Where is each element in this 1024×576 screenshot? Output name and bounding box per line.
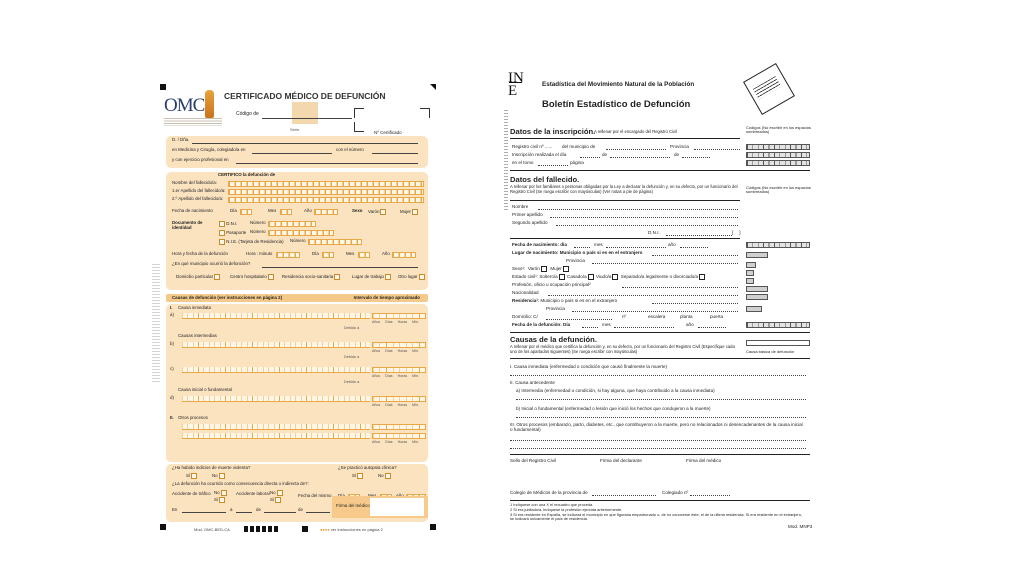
ine-form-title: Boletín Estadístico de Defunción (542, 99, 691, 110)
birth-provincia-field[interactable] (592, 263, 738, 264)
causes-panel (166, 304, 428, 462)
causes-header-bar (166, 294, 428, 302)
apellido2-label: 2.º Apellido del fallecido/a: (172, 196, 224, 201)
def-mes-label: Mes (346, 251, 355, 256)
realizada-de-label: de (602, 152, 608, 157)
certificate-bracket (420, 108, 430, 118)
birth-ano-label: año (668, 242, 676, 247)
otros-interval-2[interactable] (372, 433, 426, 439)
serie-label: Serie (290, 127, 300, 132)
birth-month-field[interactable] (280, 209, 292, 215)
lugar-nac-field[interactable] (652, 255, 738, 256)
ine-mod-label: Mod. MNP3 (788, 524, 813, 529)
realizada-de2-label: de (674, 152, 680, 157)
dni-number-field[interactable] (268, 221, 316, 227)
apellido2-label: Segundo apellido (512, 220, 548, 225)
nie-numero-label: Número (290, 238, 306, 243)
inscripcion-codes-3 (746, 160, 810, 166)
domicilio-label: Domicilio: C/ (512, 314, 538, 319)
causa-iii-field-2[interactable] (510, 448, 806, 449)
lugar-nac-label: Lugar de nacimiento: Municipio o país si es en el extranjero (512, 250, 643, 255)
nombre-field[interactable] (228, 181, 424, 187)
section-rule (510, 138, 740, 139)
residencia-label: Residencia³: Municipio o país si es en el extranjero (512, 298, 618, 303)
omc-logo-subtitle (164, 118, 222, 126)
puerta-label: puerta (710, 314, 724, 319)
firma-medico-label: Firma del médico (686, 458, 722, 463)
barcode-blocks (244, 526, 278, 532)
profesion-field[interactable] (622, 287, 738, 288)
interval-units: Años Días Horas Min. (372, 440, 419, 444)
def-month-field[interactable] (358, 252, 370, 258)
autopsia-no-option[interactable]: No (378, 473, 391, 479)
pagina-label: página (570, 160, 584, 165)
apellido1-label: Primer apellido (512, 212, 543, 217)
section-rule (510, 170, 810, 171)
doctor-name-label: D. / Dña. (172, 137, 190, 142)
firma-ano-field[interactable] (306, 512, 330, 513)
ejercicio-field[interactable] (236, 163, 418, 164)
def-dia-label: Día (312, 251, 319, 256)
inscripcion-codes-2 (746, 152, 810, 158)
section-rule (510, 500, 810, 501)
causa-c-interval[interactable] (372, 367, 426, 373)
lugar-firma-field[interactable] (182, 512, 226, 513)
firma-dia-field[interactable] (236, 512, 252, 513)
omc-mod-label: Mod. OMC-BED-CA (194, 527, 230, 532)
birth-month-field[interactable] (606, 247, 666, 248)
fecha-nac-label: Fecha de nacimiento (172, 208, 213, 213)
municipio-field[interactable] (262, 267, 418, 268)
ejercicio-label: y con ejercicio profesional en (172, 157, 229, 162)
ine-title: Estadística del Movimiento Natural de la Población (542, 81, 695, 88)
otros-procesos-field-1[interactable] (182, 424, 370, 430)
interval-label: Intervalo de tiempo aproximado (353, 294, 420, 300)
firma-declarante-label: Firma del declarante (600, 458, 642, 463)
ine-side-legend (504, 110, 508, 210)
def-ano-label: Año (382, 251, 390, 256)
causa-i-field[interactable] (510, 375, 806, 376)
birth-mes-label: mes (594, 242, 603, 247)
death-year-field[interactable] (698, 327, 726, 328)
omc-title: CERTIFICADO MÉDICO DE DEFUNCIÓN (224, 91, 386, 101)
ine-bulletin (502, 66, 818, 540)
interval-units: Años Días Horas Min. (372, 374, 419, 378)
dni-numero-label: Número (250, 220, 266, 225)
omc-header (162, 88, 432, 134)
hora-field[interactable] (276, 252, 300, 258)
causas-intermedias-label: Causas intermedias (178, 333, 217, 338)
otros-procesos-field-2[interactable] (182, 433, 370, 439)
nacionalidad-field[interactable] (548, 295, 738, 296)
causa-d-interval[interactable] (372, 396, 426, 402)
code-profesion (746, 286, 768, 292)
codigos-note: Códigos (No escribir en los espacios sombreados) (746, 185, 811, 195)
fecha-def-label: Fecha de la defunción: Día (512, 322, 571, 327)
omc-footer (162, 526, 432, 536)
causes-title: Causas de defunción (ver instrucciones en página 2) (172, 294, 283, 300)
doctor-name-field[interactable] (192, 143, 418, 144)
trafico-options[interactable]: No Sí (214, 490, 227, 504)
certifico-label: CERTIFICO la defunción de (218, 172, 276, 177)
section-I-label: I. (170, 305, 173, 310)
sexo-varon-option[interactable]: Varón (368, 209, 386, 215)
nombre-field[interactable] (538, 209, 738, 210)
violenta-no-option[interactable]: No (212, 473, 225, 479)
official-stamp (743, 63, 795, 115)
section-rule (510, 200, 740, 201)
code-lugar-nac (746, 252, 768, 258)
dni-field[interactable] (666, 235, 732, 236)
causa-b-label: b) Inicial o fundamental (enfermedad o lesión que inició los hechos que condujeron a la muerte) (516, 406, 711, 411)
lugar-otro-option[interactable]: Otro lugar (398, 274, 425, 280)
causa-iii-label: III. Otros procesos (embarazo, parto, diabetes, etc., que contribuyeron a la muerte, pero no relacionados ni desencadenantes de la causa inicial o fundamental) (510, 422, 803, 433)
pasaporte-number-field[interactable] (268, 230, 334, 236)
municipio-field[interactable] (606, 149, 666, 150)
cause-a-letter: a) (170, 312, 174, 317)
codigo-field[interactable] (262, 118, 352, 119)
fallecido-codes-fecha (746, 242, 810, 248)
nombre-label: Nombre del fallecido/a: (172, 180, 217, 185)
def-day-field[interactable] (322, 252, 334, 258)
profesion-label: Profesión, oficio u ocupación principal² (512, 282, 591, 287)
interval-units: Años Días Horas Min. (372, 320, 419, 324)
section-rule (510, 358, 810, 359)
note-1: 1 Indíquese con una X el recuadro que proceda. (510, 502, 594, 507)
inscripcion-subtitle: A rellenar por el encargado del Registro Civil (594, 129, 677, 134)
nie-option[interactable]: N.I.E. (Tarjeta de Residencia) (218, 239, 284, 245)
provincia-field[interactable] (694, 149, 740, 150)
hora-fecha-label: Hora y fecha de la defunción (172, 251, 228, 256)
apellido2-field[interactable] (556, 225, 738, 226)
realizada-ano-field[interactable] (682, 157, 710, 158)
n-certificado-label: Nº Certificado (374, 130, 402, 135)
omc-side-legend (152, 264, 160, 384)
debido-a-label: Debido a (344, 326, 360, 330)
causa-ii-label: II. Causa antecedente (510, 380, 555, 385)
colegiado-label: en Medicina y Cirugía, colegiado/a en (172, 147, 246, 152)
causa-intermedia-c-field[interactable] (182, 367, 370, 373)
birth-year-field[interactable] (680, 247, 708, 248)
nacionalidad-label: Nacionalidad (512, 290, 539, 295)
de-label: de (256, 507, 261, 512)
lugar-centro-option[interactable]: Centro hospitalario (230, 274, 274, 280)
codigo-label: Código de (236, 111, 259, 117)
violenta-si-option[interactable]: Sí (186, 473, 197, 479)
serie-code-box (292, 102, 318, 124)
municipio-label: ¿En qué municipio ocurrió la defunción? (172, 261, 251, 266)
provincia-label: Provincia (670, 144, 689, 149)
apellido1-label: 1.er Apellido del fallecido/a: (172, 188, 226, 193)
cause-d-letter: d) (170, 395, 174, 400)
laboral-options[interactable]: No Sí (270, 490, 283, 504)
birth-day-field[interactable] (574, 247, 590, 248)
section-rule (510, 454, 810, 455)
ine-logo: IN E (508, 70, 524, 99)
deceased-panel (166, 172, 428, 290)
birth-day-field[interactable] (240, 209, 252, 215)
causa-basica-label: Causa básica de defunción (746, 349, 795, 354)
en-label: En (172, 507, 178, 512)
def-year-field[interactable] (392, 252, 416, 258)
note-3: 3 Si era residente en España, se indicará el municipio en que figuraba empadronado o, de no conocerse éste, el de la última residencia. Si era residente en el extranjero, se indicará únicamente el país de residencia. (510, 512, 802, 522)
de2-label: de (298, 507, 303, 512)
firma-medico-box[interactable] (332, 496, 428, 518)
pasaporte-option[interactable]: Pasaporte (218, 230, 246, 236)
a-label: a (230, 507, 233, 512)
apellido2-field[interactable] (228, 197, 424, 203)
sexo-label: Sexo (352, 208, 363, 213)
debido-a-label: Debido a (344, 380, 360, 384)
inscripcion-codes-1 (746, 144, 810, 150)
causa-a-interval[interactable] (372, 313, 426, 319)
certificate-bracket (354, 108, 364, 118)
realizada-dia-field[interactable] (580, 157, 600, 158)
lugar-trabajo-option[interactable]: Lugar de trabajo (352, 274, 391, 280)
birth-provincia-label: Provincia (566, 258, 585, 263)
fallecido-title: Datos del fallecido. (510, 175, 580, 184)
section-rule (510, 332, 810, 333)
nie-number-field[interactable] (308, 239, 362, 245)
code-sexo (746, 270, 754, 276)
causa-a-label: a) Intermedia (enfermedad o condición, si hay alguna, que haya contribuido a la causa inmediata) (516, 388, 715, 393)
sexo-row: Sexo¹: Varón Mujer (512, 266, 570, 272)
causas-subtitle: A rellenar por el médico que certifica la defunción y, en su defecto, por un funcionario del Registro Civil (Especifique cada uno de los apartados siguientes) (Se ruega escribir con mayúsculas) (510, 344, 735, 354)
dni-option[interactable]: D.N.I. (218, 221, 237, 227)
causa-inicial-field[interactable] (182, 396, 370, 402)
colegio-field[interactable] (592, 495, 656, 496)
apellido1-field[interactable] (550, 217, 738, 218)
ine-logo-rule (509, 82, 522, 83)
code-provincia (746, 262, 756, 268)
documento-label: Documento de identidad (172, 220, 203, 230)
escalera-label: escalera (648, 314, 666, 319)
tomo-field[interactable] (538, 165, 568, 166)
violenta-question: ¿Ha habido indicios de muerte violenta? (172, 465, 251, 470)
causa-intermedia-b-field[interactable] (182, 342, 370, 348)
lugar-domicilio-option[interactable]: Domicilio particular (176, 274, 220, 280)
firma-mes-field[interactable] (264, 512, 296, 513)
sexo-mujer-option[interactable]: Mujer (400, 209, 418, 215)
causas-title: Causas de la defunción. (510, 335, 597, 344)
fallecido-codes-defuncion (746, 322, 810, 328)
birth-year-field[interactable] (314, 209, 338, 215)
fallecido-subtitle: A rellenar por los familiares o personas obligadas por la Ley a declarar la defunción y, en su defecto, por un funcionario del Registro Civil (Se ruega escribir con mayúsculas) (Ver notas a pie de página) (510, 184, 738, 194)
doctor-panel (166, 136, 428, 168)
sello-label: Sello del Registro Civil (510, 458, 556, 463)
firma-medico-label: Firma del médico (336, 503, 370, 508)
registration-mark (302, 526, 308, 532)
inscripcion-title: Datos de la inscripción. (510, 127, 596, 136)
section-II-label: II. (170, 415, 174, 420)
interval-units: Años Días Horas Min. (372, 349, 419, 353)
dni-letter-box[interactable]: [ ] (732, 230, 741, 235)
dia-label: Día (230, 208, 237, 213)
causa-b-field[interactable] (516, 417, 806, 418)
causa-basica-code-box (746, 340, 810, 346)
registro-label: Registro civil nº ...... (512, 144, 553, 149)
death-day-field[interactable] (582, 327, 598, 328)
code-residencia (746, 306, 762, 312)
realizada-label: Inscripción realizada el día (512, 152, 567, 157)
res-provincia-label: Provincia (546, 306, 565, 311)
pasaporte-numero-label: Número (250, 229, 266, 234)
colegio-field[interactable] (252, 153, 332, 154)
omc-logo-emblem (205, 90, 214, 118)
colegio-label: Colegio de Médicos de la provincia de (510, 490, 588, 495)
causa-b-interval[interactable] (372, 342, 426, 348)
certificate-bracket (354, 122, 364, 132)
causa-iii-field-1[interactable] (510, 440, 806, 441)
causa-inmediata-label: Causa inmediata (178, 305, 211, 310)
section-rule (510, 238, 740, 239)
mes-label: Mes (268, 208, 277, 213)
trafico-label: Accidente de tráfico (172, 491, 211, 496)
death-mes-label: mes (602, 322, 611, 327)
domicilio-field[interactable] (546, 319, 612, 320)
code-nacionalidad (746, 294, 768, 300)
laboral-label: Accidente laboral (236, 491, 270, 496)
estado-civil-row[interactable]: Estado civil¹: Soltero/a Casado/a Viudo/a Separado/a legalmente o divorciado/a (512, 274, 706, 280)
planta-label: planta (680, 314, 693, 319)
autopsia-si-option[interactable]: Sí (352, 473, 363, 479)
causa-inicial-label: Causa inicial o fundamental (178, 387, 232, 392)
fecha-nac-label: Fecha de nacimiento: día (512, 242, 567, 247)
ano-label: Año (304, 208, 312, 213)
residencia-field[interactable] (652, 303, 738, 304)
causa-i-label: I. Causa inmediata (enfermedad o condición que causó finalmente la muerte) (510, 364, 668, 369)
lugar-residencia-option[interactable]: Residencia socio-sanitaria (282, 274, 340, 280)
causa-a-field[interactable] (516, 399, 806, 400)
colegiado-number-field[interactable] (372, 153, 418, 154)
otros-procesos-label: Otros procesos (178, 415, 208, 420)
cause-b-letter: b) (170, 341, 174, 346)
omc-certificate (162, 84, 432, 536)
tomo-label: en el tomo (512, 160, 534, 165)
instructions-note: ●●●● ver instrucciones en página 2 (320, 527, 383, 532)
consecuencia-question: ¿La defunción ha ocurrido como consecuencia directa o indirecta de?: (172, 481, 309, 486)
code-estado-civil (746, 278, 754, 284)
death-month-field[interactable] (614, 327, 674, 328)
colegiado-field[interactable] (690, 495, 730, 496)
otros-interval-1[interactable] (372, 424, 426, 430)
causa-inmediata-field[interactable] (182, 313, 370, 319)
signature-area[interactable] (370, 498, 424, 516)
hora-minuto-label: Hora : minuto (246, 251, 273, 256)
municipio-label: del municipio de (562, 144, 596, 149)
death-ano-label: año (686, 322, 694, 327)
note-2: 2 Si era jubilado/a, indíquese la profesión ejercida anteriormente. (510, 507, 623, 512)
fecha-mismo-label: Fecha del mismo (298, 493, 332, 498)
autopsia-question: ¿Se practicó autopsia clínica? (338, 465, 397, 470)
apellido1-field[interactable] (228, 189, 424, 195)
codigos-note: Códigos (No escribir en los espacios sombreados) (746, 125, 811, 135)
numero-label: nº (622, 314, 627, 319)
interval-units: Años Días Horas Min. (372, 403, 419, 407)
omc-logo: OMC (164, 95, 205, 116)
nombre-label: Nombre (512, 204, 529, 209)
con-numero-label: con el número (336, 147, 364, 152)
cause-c-letter: c) (170, 366, 174, 371)
realizada-mes-field[interactable] (610, 157, 670, 158)
debido-a-label: Debido a (344, 355, 360, 359)
colegiado-label: Colegiado nº (662, 490, 689, 495)
res-provincia-field[interactable] (572, 311, 738, 312)
dni-label: D.N.I. (648, 230, 660, 235)
